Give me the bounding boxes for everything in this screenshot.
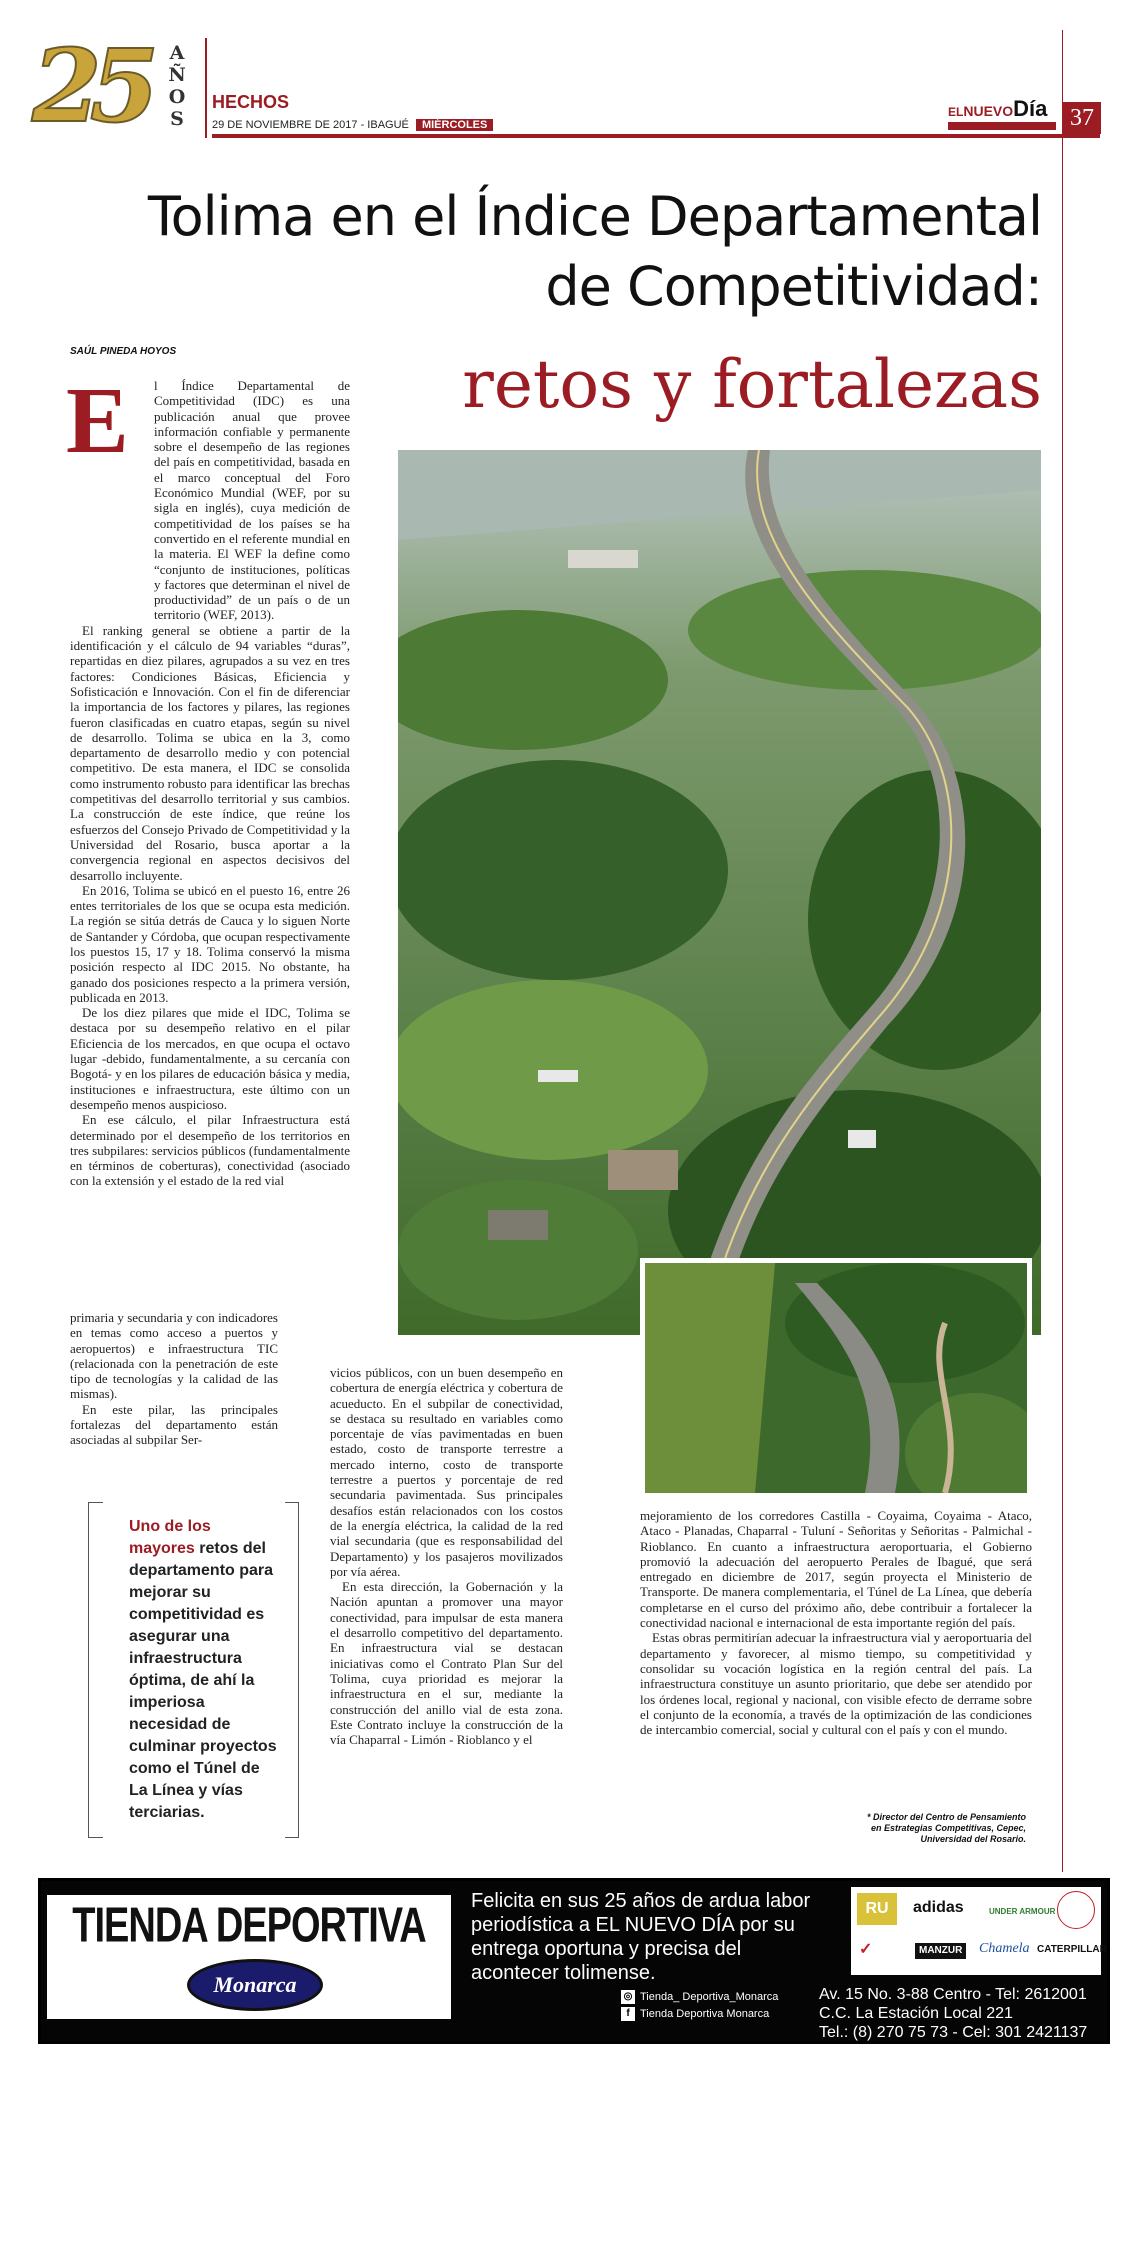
paragraph: vicios públicos, con un buen desempeño en cobertura de energía eléctrica y cobertura de acueducto. En el subpilar de conectividad, se destaca su resultado en variables como porcentaje de vías pavimentadas en buen estado, costo de transporte terrestre a mercado interno, costo de transporte terrestre a puertos y porcentaje de red secundaria pavimentada. Sus principales desafíos están relacionados con los costos de la energía eléctrica, la calidad de la red vial secundaria (que es responsabilidad del Departamento) y los pasajeros movilizados por vía aérea.: [330, 1365, 563, 1579]
footnote-line: Universidad del Rosario.: [920, 1834, 1026, 1844]
page-number: 37: [1063, 102, 1101, 134]
anniversary-logo: [32, 27, 188, 145]
monarca-logo: Monarca: [187, 1959, 323, 2011]
newspaper-logo: [948, 98, 1056, 128]
brand-tagline-bar: [948, 122, 1056, 130]
brand-dia: Día: [1013, 96, 1048, 121]
store-address: [819, 1985, 1109, 2061]
paragraph: mejoramiento de los corredores Castilla - Coyaima, Coyaima - Ataco, Ataco - Planadas, Chaparral - Tuluní - Señoritas y Señoritas - Palmichal - Rioblanco. En cuanto a infraestructura aeroportuaria, el Gobierno promovió la adecuación del aeropuerto Perales de Ibagué, que será entregado en diciembre de 2017, según proyecta el Ministerio de Transporte. De manera complementaria, el Túnel de La Línea, que debería completarse en el curso del próximo año, debe contribuir a fortalecer la conectividad nacional e internacional de esta importante región del país.: [640, 1508, 1032, 1631]
header-divider: [205, 38, 207, 138]
instagram-link[interactable]: [621, 1989, 778, 2006]
article-column-3: [640, 1508, 1032, 1737]
brand-el: EL: [948, 105, 964, 119]
drop-cap: E: [66, 369, 129, 473]
headline-line-1: Tolima en el Índice Departamental: [147, 185, 1042, 248]
paragraph: Estas obras permitirían adecuar la infraestructura vial y aeroportuaria del departamento y favorecer, al mismo tiempo, su competitividad y consolidar su vocación logística en la región central del país. La infraestructura constituye un asunto prioritario, que debe ser atendido por los órdenes local, regional y nacional, con visible efecto de derrame sobre el conjunto de la economía, a través de la optimización de las condiciones de intercambio comercial, social y cultural con el país y con el mundo.: [640, 1630, 1032, 1738]
aerial-road-photo: [398, 450, 1041, 1335]
date: 29 DE NOVIEMBRE DE 2017: [212, 119, 358, 131]
brand-ru-logo: RU: [857, 1893, 897, 1925]
paragraph: En 2016, Tolima se ubicó en el puesto 16, entre 26 entes territoriales de los que se ocupa esta medición. La región se sitúa detrás de Cauca y lo siguen Norte de Santander y Córdoba, que ocupan respectivamente los puestos 15, 17 y 18. Tolima conservó la misma posición respecto al IDC 2015. No obstante, ha ganado dos posiciones respecto a la primera versión, publicada en 2013.: [70, 882, 350, 1005]
facebook-icon: f: [621, 2007, 635, 2021]
paragraph: De los diez pilares que mide el IDC, Tolima se destaca por su desempeño relativo en el pilar Eficiencia de los mercados, en que ocupa el octavo lugar -debido, fundamentalmente, a su cercanía con Bogotá- y en los pilares de educación básica y media, instituciones e infraestructura, este último con un desempeño menos auspicioso.: [70, 1005, 350, 1112]
paragraph: l Índice Departamental de Competitividad (IDC) es una publicación anual que provee información confiable y permanente sobre el desempeño de las regiones del país en competitividad, basada en el marco conceptual del Foro Económico Mundial (WEF, por su sigla en inglés), cuya medición de competitividad de los países se ha convertido en el referente mundial en la materia. El WEF la define como “conjunto de instituciones, políticas y factores que determinan el nivel de productividad” de un país o de un territorio (WEF, 2013).: [154, 378, 350, 623]
byline: SAÚL PINEDA HOYOS: [70, 346, 177, 357]
ad-message: Felicita en sus 25 años de ardua labor periodística a EL NUEVO DÍA por su entrega oportuna y precisa del acontecer tolimense.: [471, 1890, 811, 1984]
pull-quote-lead: Uno de los mayores: [129, 1518, 211, 1557]
brand-adidas-logo: adidas: [913, 1899, 964, 1916]
paragraph: El ranking general se obtiene a partir de la identificación y el cálculo de 94 variables “duras”, repartidas en diez pilares, agrupados a su vez en tres factores: Condiciones Básicas, Eficiencia y Sofisticación e Innovación. Con el fin de diferenciar la importancia de los factores y pilares, las regiones fueron clasificadas en cuatro etapas, según su nivel de desarrollo. Tolima se ubica en la 3, como departamento de desarrollo medio y con potencial competitivo. De esta manera, el IDC se consolida como instrumento robusto para identificar las brechas competitivas del desarrollo territorial y sus cambios. La construcción de este índice, que reúne los esfuerzos del Consejo Privado de Competitividad y la Universidad del Rosario, busca aportar a la convergencia regional en aspectos decisivos del desarrollo incluyente.: [70, 622, 350, 883]
brand-caterpillar-logo: CATERPILLAR: [1037, 1944, 1107, 1955]
nike-swoosh-icon: ✓: [859, 1941, 873, 1958]
facebook-handle: Tienda Deportiva Monarca: [640, 2008, 770, 2020]
inset-road-photo: [640, 1258, 1032, 1498]
pull-quote: [88, 1502, 299, 1838]
brand-nuevo: NUEVO: [963, 103, 1014, 119]
store-name: TIENDA DEPORTIVA: [72, 1898, 426, 1954]
instagram-icon: ◎: [621, 1990, 635, 2004]
paragraph: En ese cálculo, el pilar Infraestructura está determinado por el desempeño de los territorios en tres subpilares: servicios públicos (fundamentalmente en términos de coberturas), conectividad (asociado con la extensión y el estado de la red vial: [70, 1112, 350, 1189]
brand-chamela-logo: Chamela: [979, 1941, 1030, 1956]
right-margin-rule-bottom: [1062, 1832, 1063, 1872]
city: IBAGUÉ: [367, 119, 409, 131]
address-line: C.C. La Estación Local 221: [819, 2005, 1013, 2022]
right-margin-rule: [1062, 30, 1063, 1835]
pull-quote-body: retos del departamento para mejorar su competitividad es asegurar una infraestructura óptima, de ahí la imperiosa necesidad de culminar proyectos como el Túnel de La Línea y vías terciarias.: [129, 1540, 277, 1821]
author-footnote: [800, 1812, 1026, 1845]
paragraph: En este pilar, las principales fortalezas del departamento están asociadas al subpilar Ser-: [70, 1401, 278, 1448]
weekday-badge: MIÉRCOLES: [416, 119, 493, 131]
facebook-link[interactable]: [621, 2006, 778, 2023]
article-column-2: [330, 1365, 563, 1747]
brand-logos: [851, 1887, 1107, 1975]
advertisement: [38, 1878, 1110, 2060]
brand-under-armour-logo: UNDER ARMOUR: [989, 1907, 1056, 1916]
article-column-1: [70, 378, 350, 1189]
dateline: 29 DE NOVIEMBRE DE 2017 - IBAGUÉ MIÉRCOLES: [212, 118, 493, 132]
brand-badge-icon: [1057, 1891, 1095, 1929]
store-logo-box: [47, 1895, 451, 2019]
article-column-1-continued: [70, 1310, 278, 1448]
footnote-line: * Director del Centro de Pensamiento: [866, 1812, 1026, 1822]
instagram-handle: Tienda_ Deportiva_Monarca: [640, 1991, 779, 2003]
social-links: [621, 1989, 778, 2023]
address-line: Mercacentro 10 el Poblado local No. 5: [819, 2043, 1091, 2060]
headline-line-2: de Competitividad:: [545, 255, 1042, 318]
brand-manzur-logo: MANZUR: [915, 1943, 966, 1959]
paragraph: primaria y secundaria y con indicadores en temas como acceso a puertos y aeropuertos) e infraestructura TIC (relacionada con la penetración de este tipo de tecnologías y la calidad de las mismas).: [70, 1310, 278, 1402]
headline-subtitle: retos y fortalezas: [462, 346, 1042, 423]
address-line: Av. 15 No. 3-88 Centro - Tel: 2612001: [819, 1986, 1087, 2003]
anniversary-number: 25: [32, 27, 148, 145]
header-rule: [212, 134, 1100, 138]
section-label: HECHOS: [212, 92, 290, 112]
footnote-line: en Estrategias Competitivas, Cepec,: [870, 1823, 1026, 1833]
anniversary-word: AÑOS: [166, 42, 188, 130]
address-line: Tel.: (8) 270 75 73 - Cel: 301 2421137: [819, 2024, 1088, 2041]
pull-quote-text: [129, 1516, 279, 1824]
paragraph: En esta dirección, la Gobernación y la Nación apuntan a promover una mayor conectividad, para impulsar de esta manera el desarrollo competitivo del departamento. En infraestructura vial se destacan iniciativas como el Contrato Plan Sur del Tolima, cuya prioridad es mejorar la infraestructura en el sur, mediante la construcción del anillo vial de esta zona. Este Contrato incluye la construcción de la vía Chaparral - Limón - Rioblanco y el: [330, 1579, 563, 1748]
